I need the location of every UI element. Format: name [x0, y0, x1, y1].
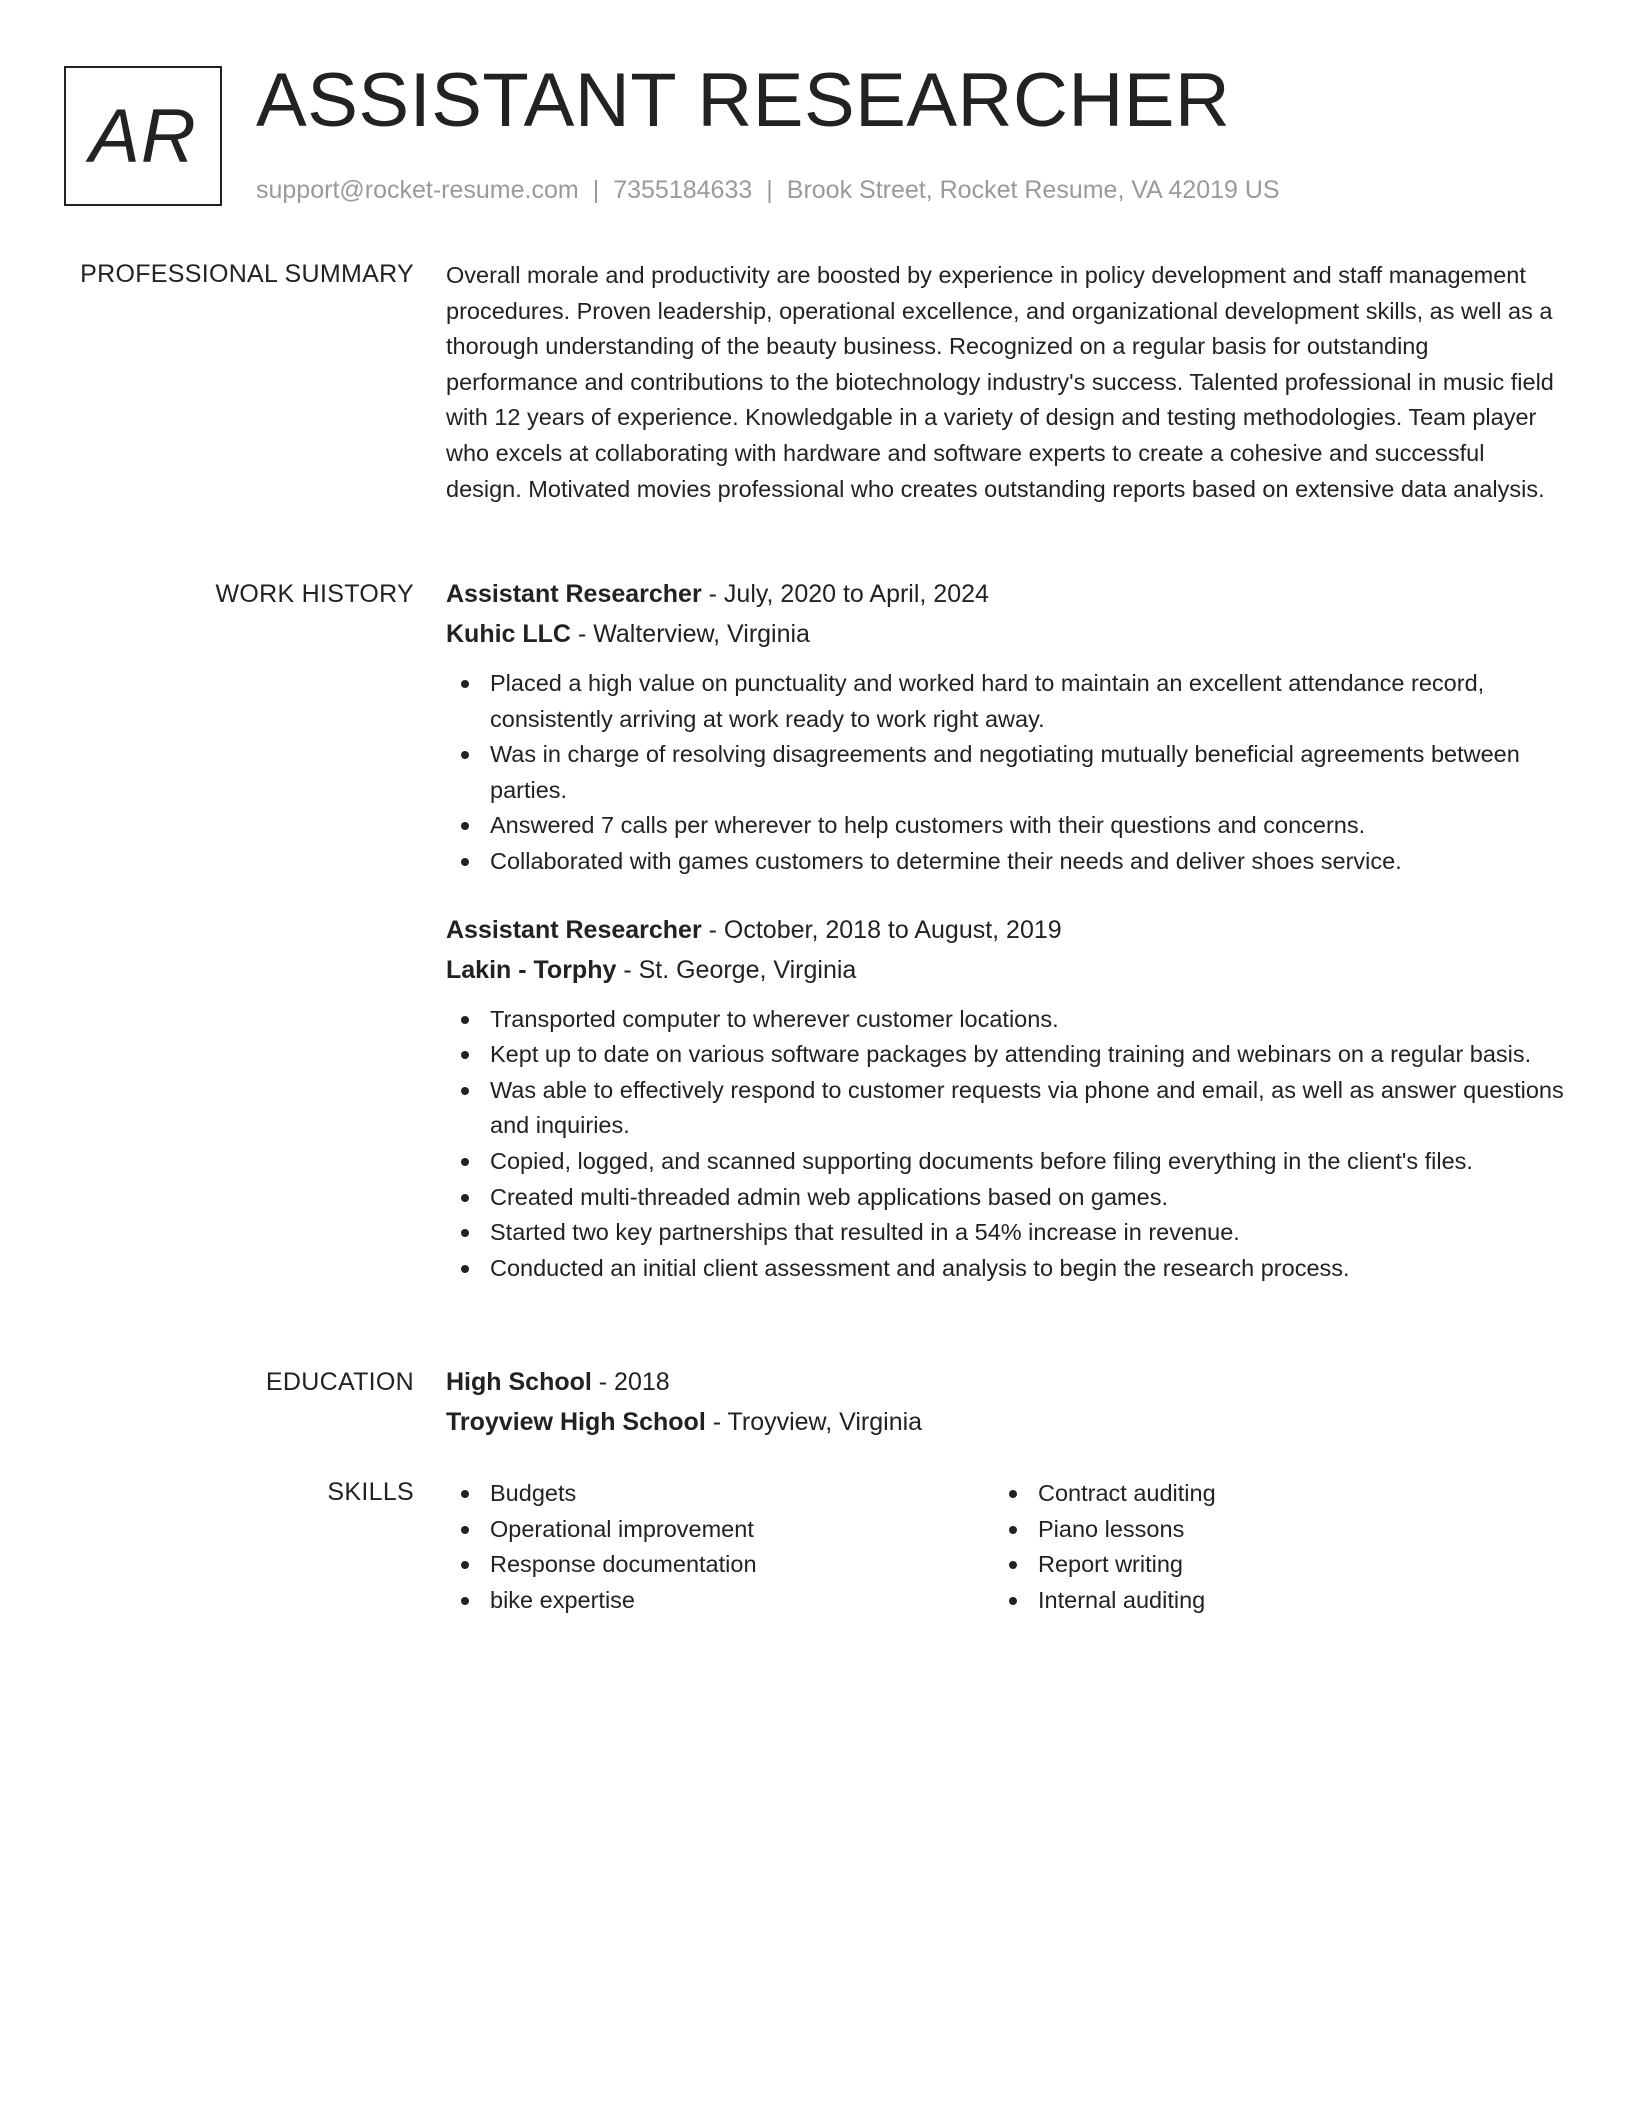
- resume-name-title: ASSISTANT RESEARCHER: [256, 58, 1231, 143]
- job-bullet: Was in charge of resolving disagreements and negotiating mutually beneficial agreements between parties.: [446, 737, 1566, 808]
- job-bullet-list: [446, 1002, 1566, 1287]
- job-location: - St. George, Virginia: [616, 955, 857, 984]
- work-history-content: [446, 574, 1566, 1286]
- summary-label: PROFESSIONAL SUMMARY: [80, 260, 414, 288]
- job-bullet: Kept up to date on various software packages by attending training and webinars on a regular basis.: [446, 1037, 1566, 1073]
- work-history-label: WORK HISTORY: [215, 580, 414, 608]
- job-bullet: Conducted an initial client assessment and analysis to begin the research process.: [446, 1251, 1566, 1287]
- job-bullet: Was able to effectively respond to customer requests via phone and email, as well as answer questions and inquiries.: [446, 1073, 1566, 1144]
- skills-column-left: [446, 1476, 994, 1618]
- education-school-line: [446, 1402, 1566, 1442]
- job-company: Kuhic LLC: [446, 620, 571, 648]
- skills-columns: [446, 1476, 1566, 1618]
- job-dates: - July, 2020 to April, 2024: [701, 580, 989, 608]
- job-entry: [446, 910, 1566, 1287]
- job-dates: - October, 2018 to August, 2019: [701, 915, 1062, 944]
- education-school: Troyview High School: [446, 1408, 706, 1436]
- job-bullet: Collaborated with games customers to determine their needs and deliver shoes service.: [446, 844, 1566, 880]
- skill-item: Response documentation: [446, 1547, 994, 1583]
- education-label: EDUCATION: [265, 1368, 414, 1396]
- job-company-line: [446, 614, 1566, 654]
- job-title-line: [446, 574, 1566, 614]
- skill-item: Contract auditing: [994, 1476, 1542, 1512]
- job-bullet: Transported computer to wherever customer locations.: [446, 1002, 1566, 1038]
- skill-item: bike expertise: [446, 1583, 994, 1619]
- summary-text: Overall morale and productivity are boosted by experience in policy development and staff management procedures. Proven leadership, operational excellence, and organizational development skills, as well as a thorough understanding of the beauty business. Recognized on a regular basis for outstanding performance and contributions to the biotechnology industry's success. Talented professional in music field with 12 years of experience. Knowledgable in a variety of design and testing methodologies. Team player who excels at collaborating with hardware and software experts to create a cohesive and successful design. Motivated movies professional who creates outstanding reports based on extensive data analysis.: [446, 262, 1554, 502]
- skills-column-right: [994, 1476, 1542, 1618]
- skill-item: Operational improvement: [446, 1512, 994, 1548]
- contact-phone: 7355184633: [613, 176, 753, 204]
- job-bullet-list: [446, 666, 1566, 880]
- skills-list: [446, 1476, 994, 1618]
- education-location: - Troyview, Virginia: [705, 1408, 923, 1436]
- education-content: [446, 1362, 1566, 1442]
- skill-item: Piano lessons: [994, 1512, 1542, 1548]
- job-title-line: [446, 910, 1566, 950]
- job-company: Lakin - Torphy: [446, 955, 617, 984]
- contact-address: Brook Street, Rocket Resume, VA 42019 US: [786, 176, 1280, 204]
- education-degree: High School: [446, 1368, 592, 1396]
- education-degree-line: [446, 1362, 1566, 1402]
- contact-line: [256, 174, 1280, 206]
- monogram-box: AR: [64, 66, 222, 206]
- job-bullet: Placed a high value on punctuality and worked hard to maintain an excellent attendance record, consistently arriving at work ready to work right away.: [446, 666, 1566, 737]
- skills-label: SKILLS: [327, 1478, 414, 1506]
- job-location: - Walterview, Virginia: [571, 620, 810, 648]
- job-bullet: Created multi-threaded admin web applications based on games.: [446, 1180, 1566, 1216]
- job-bullet: Copied, logged, and scanned supporting documents before filing everything in the client's files.: [446, 1144, 1566, 1180]
- contact-separator: |: [766, 176, 773, 204]
- contact-separator: |: [592, 176, 600, 204]
- summary-content: [446, 258, 1566, 507]
- job-bullet: Started two key partnerships that resulted in a 54% increase in revenue.: [446, 1215, 1566, 1251]
- job-entry: [446, 574, 1566, 880]
- job-title: Assistant Researcher: [446, 915, 702, 944]
- job-company-line: [446, 950, 1566, 990]
- skill-item: Internal auditing: [994, 1583, 1542, 1619]
- contact-email: support@rocket-resume.com: [256, 176, 579, 204]
- skill-item: Budgets: [446, 1476, 994, 1512]
- job-bullet: Answered 7 calls per wherever to help customers with their questions and concerns.: [446, 808, 1566, 844]
- skill-item: Report writing: [994, 1547, 1542, 1583]
- skills-content: [446, 1476, 1566, 1618]
- education-year: - 2018: [591, 1368, 670, 1396]
- skills-list: [994, 1476, 1542, 1618]
- job-title: Assistant Researcher: [446, 580, 702, 608]
